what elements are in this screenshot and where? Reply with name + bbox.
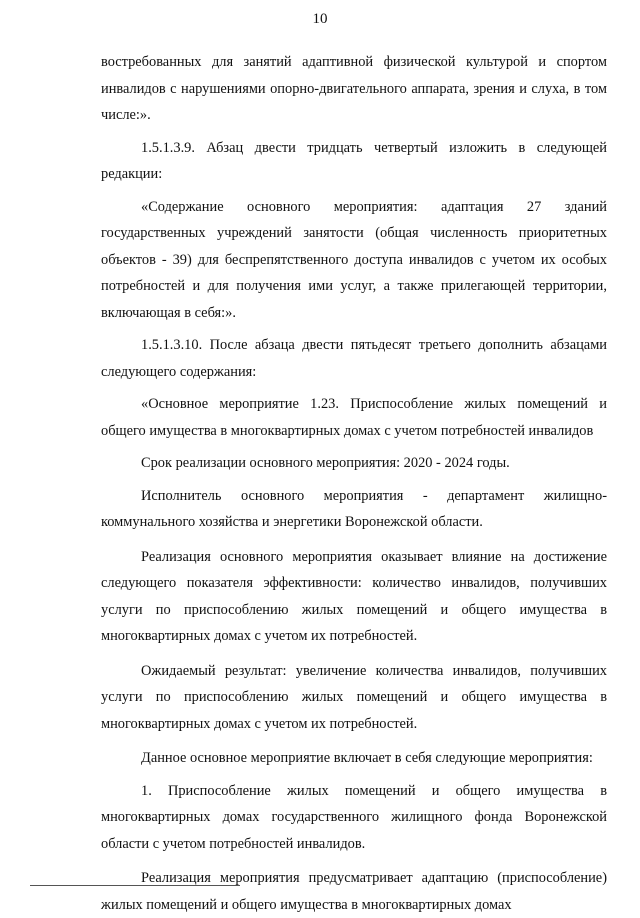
- paragraph-continuation: востребованных для занятий адаптивной физической культурой и спортом инвалидов с нарушениями опорно-двигательного аппарата, зрения и слуха, в том числе:».: [101, 54, 607, 123]
- page-number: 10: [312, 11, 328, 27]
- paragraph-event-content: «Содержание основного мероприятия: адаптация 27 зданий государственных учреждений занятости (общая численность приоритетных объектов - 39) для беспрепятственного доступа инвалидов с учетом их особых потребностей и для получения ими услуг, а также прилегающей территории, включающая в себя:».: [101, 198, 607, 321]
- paragraph-efficiency-indicator: Реализация основного мероприятия оказывает влияние на достижение следующего показателя эффективности: количество инвалидов, получивших услуги по приспособлению жилых помещений и общего имущества в многоквартирных домах с учетом их потребностей.: [101, 548, 607, 644]
- footer-divider: [30, 885, 240, 886]
- paragraph-event-item-1: 1. Приспособление жилых помещений и общего имущества в многоквартирных домах государственного жилищного фонда Воронежской области с учетом потребностей инвалидов.: [101, 782, 607, 852]
- paragraph-event-implementation: Реализация мероприятия предусматривает адаптацию (приспособление) жилых помещений и общего имущества в многоквартирных домах: [101, 870, 607, 913]
- paragraph-amendment-1-5-1-3-9: 1.5.1.3.9. Абзац двести тридцать четвертый изложить в следующей редакции:: [101, 139, 607, 182]
- paragraph-implementation-period: Срок реализации основного мероприятия: 2020 - 2024 годы.: [141, 455, 510, 471]
- paragraph-expected-result: Ожидаемый результат: увеличение количества инвалидов, получивших услуги по приспособлению жилых помещений и общего имущества в многоквартирных домах с учетом их потребностей.: [101, 662, 607, 732]
- paragraph-event-list-intro: Данное основное мероприятие включает в себя следующие мероприятия:: [141, 750, 593, 766]
- paragraph-main-event-1-23: «Основное мероприятие 1.23. Приспособление жилых помещений и общего имущества в многоквартирных домах с учетом потребностей инвалидов: [101, 396, 607, 439]
- paragraph-executor: Исполнитель основного мероприятия - департамент жилищно-коммунального хозяйства и энергетики Воронежской области.: [101, 487, 607, 530]
- document-body: [101, 49, 607, 918]
- paragraph-amendment-1-5-1-3-10: 1.5.1.3.10. После абзаца двести пятьдесят третьего дополнить абзацами следующего содержания:: [101, 337, 607, 380]
